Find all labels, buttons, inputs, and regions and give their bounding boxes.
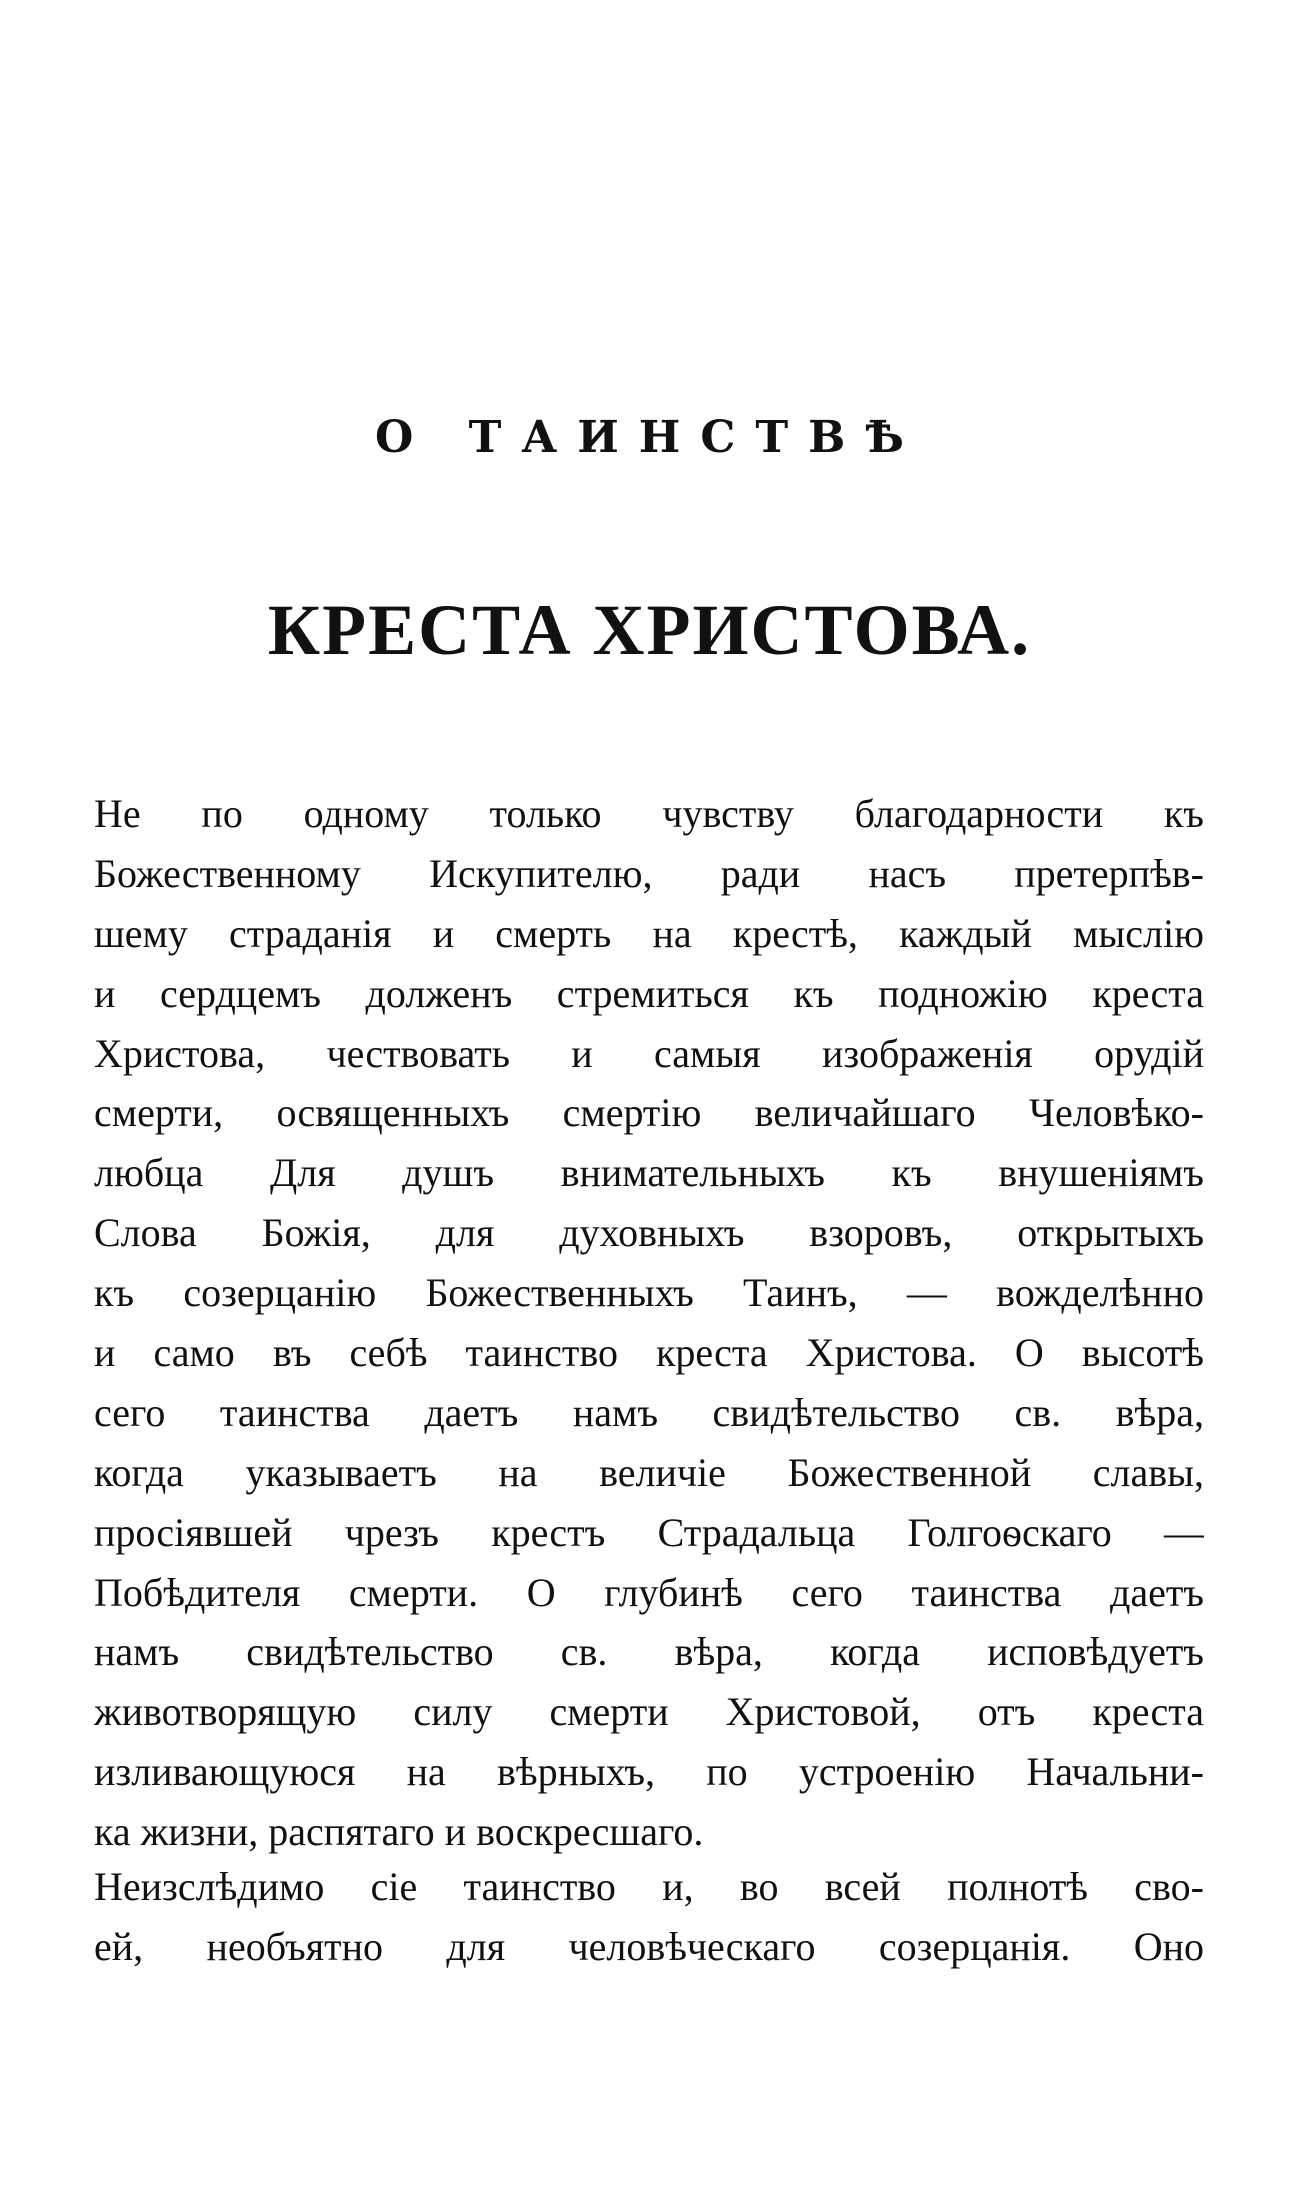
- text-line: ка жизни, распятаго и воскресшаго.: [94, 1809, 704, 1855]
- text-line: ей, необъятно для человѣческаго созерцанія. Оно: [94, 1923, 1204, 1969]
- text-line: смерти, освященныхъ смертію величайшаго Человѣко-: [94, 1090, 1204, 1136]
- chapter-heading-small: О ТАИНСТВѢ: [374, 412, 925, 463]
- text-line: изливающуюся на вѣрныхъ, по устроенію Начальни-: [94, 1749, 1204, 1795]
- text-line: сего таинства даетъ намъ свидѣтельство св. вѣра,: [94, 1389, 1204, 1435]
- text-line: Божественному Искупителю, ради насъ претерпѣв-: [94, 850, 1204, 896]
- text-line: Неизслѣдимо сіе таинство и, во всей полнотѣ сво-: [94, 1864, 1204, 1909]
- text-line: Христова, чествовать и самыя изображенія орудій: [94, 1030, 1204, 1076]
- text-line: намъ свидѣтельство св. вѣра, когда исповѣдуетъ: [94, 1629, 1204, 1675]
- paragraph-2: [94, 1857, 1204, 1977]
- text-line: и само въ себѣ таинство креста Христова. О высотѣ: [94, 1330, 1204, 1376]
- text-line: животворящую силу смерти Христовой, отъ креста: [94, 1689, 1204, 1735]
- text-line: Побѣдителя смерти. О глубинѣ сего таинства даетъ: [94, 1569, 1204, 1615]
- text-line: къ созерцанію Божественныхъ Таинъ, — вожделѣнно: [94, 1270, 1204, 1316]
- chapter-heading-large: КРЕСТА ХРИСТОВА.: [267, 590, 1032, 670]
- text-line: любца Для душъ внимательныхъ къ внушеніямъ: [94, 1150, 1204, 1196]
- text-line: Слова Божія, для духовныхъ взоровъ, открытыхъ: [94, 1210, 1204, 1256]
- paragraph-1: [94, 784, 1204, 1862]
- text-line: когда указываетъ на величіе Божественной славы,: [94, 1449, 1204, 1495]
- text-line: Не по одному только чувству благодарности къ: [94, 791, 1204, 836]
- text-line: просіявшей чрезъ крестъ Страдальца Голгоѳскаго —: [94, 1509, 1204, 1555]
- text-line: шему страданія и смерть на крестѣ, каждый мыслію: [94, 910, 1204, 956]
- text-line: и сердцемъ долженъ стремиться къ подножію креста: [94, 970, 1204, 1016]
